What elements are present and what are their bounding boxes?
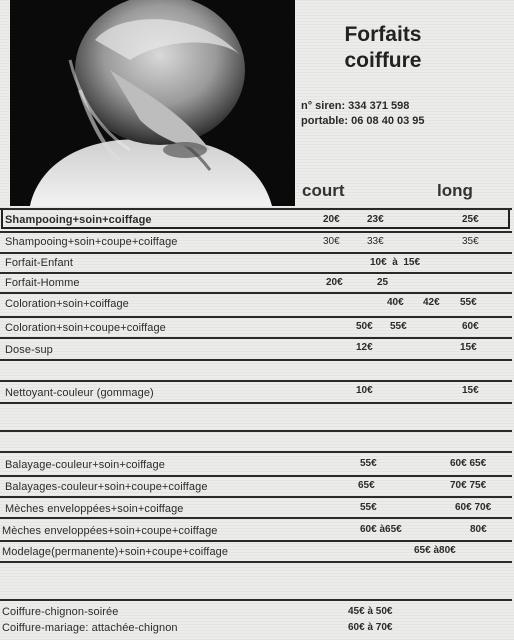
list-item-label: Forfait-Enfant: [5, 257, 74, 269]
list-item-label: Coiffure-chignon-soirée: [2, 606, 119, 618]
divider: [0, 337, 512, 339]
price-value: 65€ à80€: [414, 545, 456, 556]
list-item-label: Shampooing+soin+coupe+coiffage: [5, 236, 178, 248]
contact-info: [301, 99, 425, 129]
price-value: 55€: [390, 321, 407, 332]
list-item-label: Coloration+soin+coiffage: [5, 298, 129, 310]
list-item-label: Balayages-couleur+soin+coupe+coiffage: [5, 481, 208, 493]
price-value: 25€: [462, 214, 479, 225]
price-value: 70€ 75€: [450, 480, 487, 491]
divider: [0, 599, 512, 601]
divider: [0, 561, 512, 563]
list-item-label: Dose-sup: [5, 344, 53, 356]
divider: [0, 475, 512, 477]
price-value: 55€: [360, 458, 377, 469]
price-value: 60€ 70€: [455, 502, 492, 513]
price-value: 20€: [326, 277, 343, 288]
divider: [0, 451, 512, 453]
divider: [0, 430, 512, 432]
price-value: 33€: [367, 236, 384, 247]
column-header-short: court: [302, 181, 345, 200]
divider: [0, 272, 512, 274]
list-item-label: Coiffure-mariage: attachée-chignon: [2, 622, 178, 634]
price-value: 10€: [356, 385, 373, 396]
price-value: 60€ 65€: [450, 458, 487, 469]
price-value: 60€ à65€: [360, 524, 402, 535]
divider: [0, 316, 512, 318]
woman-portrait-photo: [10, 0, 295, 206]
price-value: 15€: [462, 385, 479, 396]
price-value: 55€: [460, 297, 477, 308]
divider: [0, 292, 512, 294]
siren-number: n° siren: 334 371 598: [301, 100, 410, 112]
divider: [0, 208, 512, 210]
price-value: 65€: [358, 480, 375, 491]
list-item-label: Nettoyant-couleur (gommage): [5, 387, 154, 399]
list-item-label: Forfait-Homme: [5, 277, 80, 289]
list-item-label: Coloration+soin+coupe+coiffage: [5, 322, 166, 334]
divider: [0, 517, 512, 519]
price-value: 35€: [462, 236, 479, 247]
divider: [0, 252, 512, 254]
divider: [0, 496, 512, 498]
price-value: 45€ à 50€: [348, 606, 393, 617]
divider: [0, 231, 512, 233]
page-title: [300, 22, 466, 74]
price-value: 25: [377, 277, 389, 288]
list-item-label: Mèches enveloppées+soin+coiffage: [5, 503, 184, 515]
price-value: 30€: [323, 236, 340, 247]
price-value: 42€: [423, 297, 440, 308]
divider: [0, 359, 512, 361]
list-item-label: Modelage(permanente)+soin+coupe+coiffage: [2, 546, 229, 558]
title-line-1: Forfaits: [344, 23, 422, 46]
price-value: 55€: [360, 502, 377, 513]
divider: [0, 540, 512, 542]
price-value: 80€: [470, 524, 487, 535]
price-value: 10€ à 15€: [370, 257, 421, 268]
list-item-label: Mèches enveloppées+soin+coupe+coiffage: [2, 525, 218, 537]
price-value: 40€: [387, 297, 404, 308]
title-line-2: coiffure: [344, 49, 422, 72]
price-value: 60€ à 70€: [348, 622, 393, 633]
column-header-long: long: [437, 181, 473, 200]
phone-number: portable: 06 08 40 03 95: [301, 115, 425, 127]
list-item-label: Shampooing+soin+coiffage: [5, 214, 152, 226]
price-value: 23€: [367, 214, 384, 225]
price-value: 20€: [323, 214, 340, 225]
price-value: 50€: [356, 321, 373, 332]
price-value: 15€: [460, 342, 477, 353]
divider: [0, 380, 512, 382]
price-value: 60€: [462, 321, 479, 332]
divider: [0, 402, 512, 404]
price-value: 12€: [356, 342, 373, 353]
list-item-label: Balayage-couleur+soin+coiffage: [5, 459, 165, 471]
